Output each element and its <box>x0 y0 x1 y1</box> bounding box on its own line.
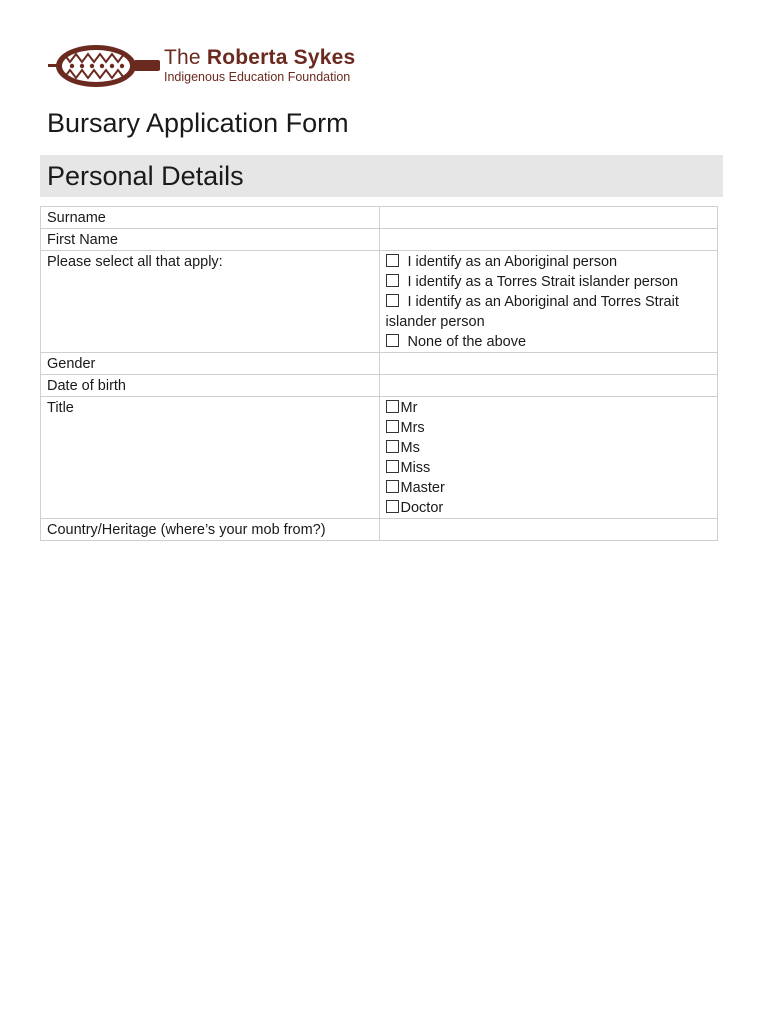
table-row <box>41 353 718 375</box>
title-option-ms[interactable] <box>386 438 712 458</box>
identity-option-both[interactable] <box>386 292 712 332</box>
section-title: Personal Details <box>47 161 244 191</box>
checkbox[interactable] <box>386 440 399 453</box>
checkbox[interactable] <box>386 274 399 287</box>
option-label: Mr <box>400 400 418 416</box>
checkbox[interactable] <box>386 334 399 347</box>
gender-label: Gender <box>41 353 380 375</box>
option-label: I identify as a Torres Strait islander person <box>407 274 679 290</box>
gender-field[interactable] <box>379 353 718 375</box>
logo-subtitle: Indigenous Education Foundation <box>164 70 351 84</box>
title-option-doctor[interactable] <box>386 498 712 518</box>
checkbox[interactable] <box>386 254 399 267</box>
option-label: Doctor <box>400 500 444 516</box>
table-row <box>41 397 718 519</box>
identity-options <box>379 251 718 353</box>
title-option-mrs[interactable] <box>386 418 712 438</box>
first-name-field[interactable] <box>379 229 718 251</box>
surname-label: Surname <box>41 207 380 229</box>
country-heritage-field[interactable] <box>379 519 718 541</box>
table-row <box>41 375 718 397</box>
checkbox[interactable] <box>386 500 399 513</box>
option-label: None of the above <box>407 334 527 350</box>
checkbox[interactable] <box>386 480 399 493</box>
form-title: Bursary Application Form <box>47 108 349 138</box>
dob-label: Date of birth <box>41 375 380 397</box>
title-option-mr[interactable] <box>386 398 712 418</box>
option-label: Mrs <box>400 420 425 436</box>
title-option-master[interactable] <box>386 478 712 498</box>
first-name-label: First Name <box>41 229 380 251</box>
checkbox[interactable] <box>386 460 399 473</box>
shield-emblem-icon <box>48 40 160 92</box>
title-options <box>379 397 718 519</box>
checkbox[interactable] <box>386 420 399 433</box>
section-header <box>40 155 723 197</box>
logo-name-bold: Roberta Sykes <box>206 46 356 69</box>
table-row <box>41 251 718 353</box>
checkbox[interactable] <box>386 294 399 307</box>
option-label: Ms <box>400 440 420 456</box>
option-label: Master <box>400 480 445 496</box>
table-row <box>41 229 718 251</box>
identity-option-torres-strait[interactable] <box>386 272 712 292</box>
identity-option-none[interactable] <box>386 332 712 352</box>
foundation-logo <box>48 40 378 92</box>
table-row <box>41 519 718 541</box>
checkbox[interactable] <box>386 400 399 413</box>
identity-option-aboriginal[interactable] <box>386 252 712 272</box>
country-heritage-label: Country/Heritage (where’s your mob from?) <box>41 519 380 541</box>
option-label: I identify as an Aboriginal and Torres Strait islander person <box>385 294 679 330</box>
logo-name <box>164 46 355 70</box>
personal-details-table <box>40 206 718 541</box>
title-label: Title <box>41 397 380 519</box>
surname-field[interactable] <box>379 207 718 229</box>
select-all-label: Please select all that apply: <box>41 251 380 353</box>
dob-field[interactable] <box>379 375 718 397</box>
option-label: Miss <box>400 460 431 476</box>
logo-name-prefix: The <box>164 46 201 69</box>
table-row <box>41 207 718 229</box>
option-label: I identify as an Aboriginal person <box>407 254 618 270</box>
title-option-miss[interactable] <box>386 458 712 478</box>
